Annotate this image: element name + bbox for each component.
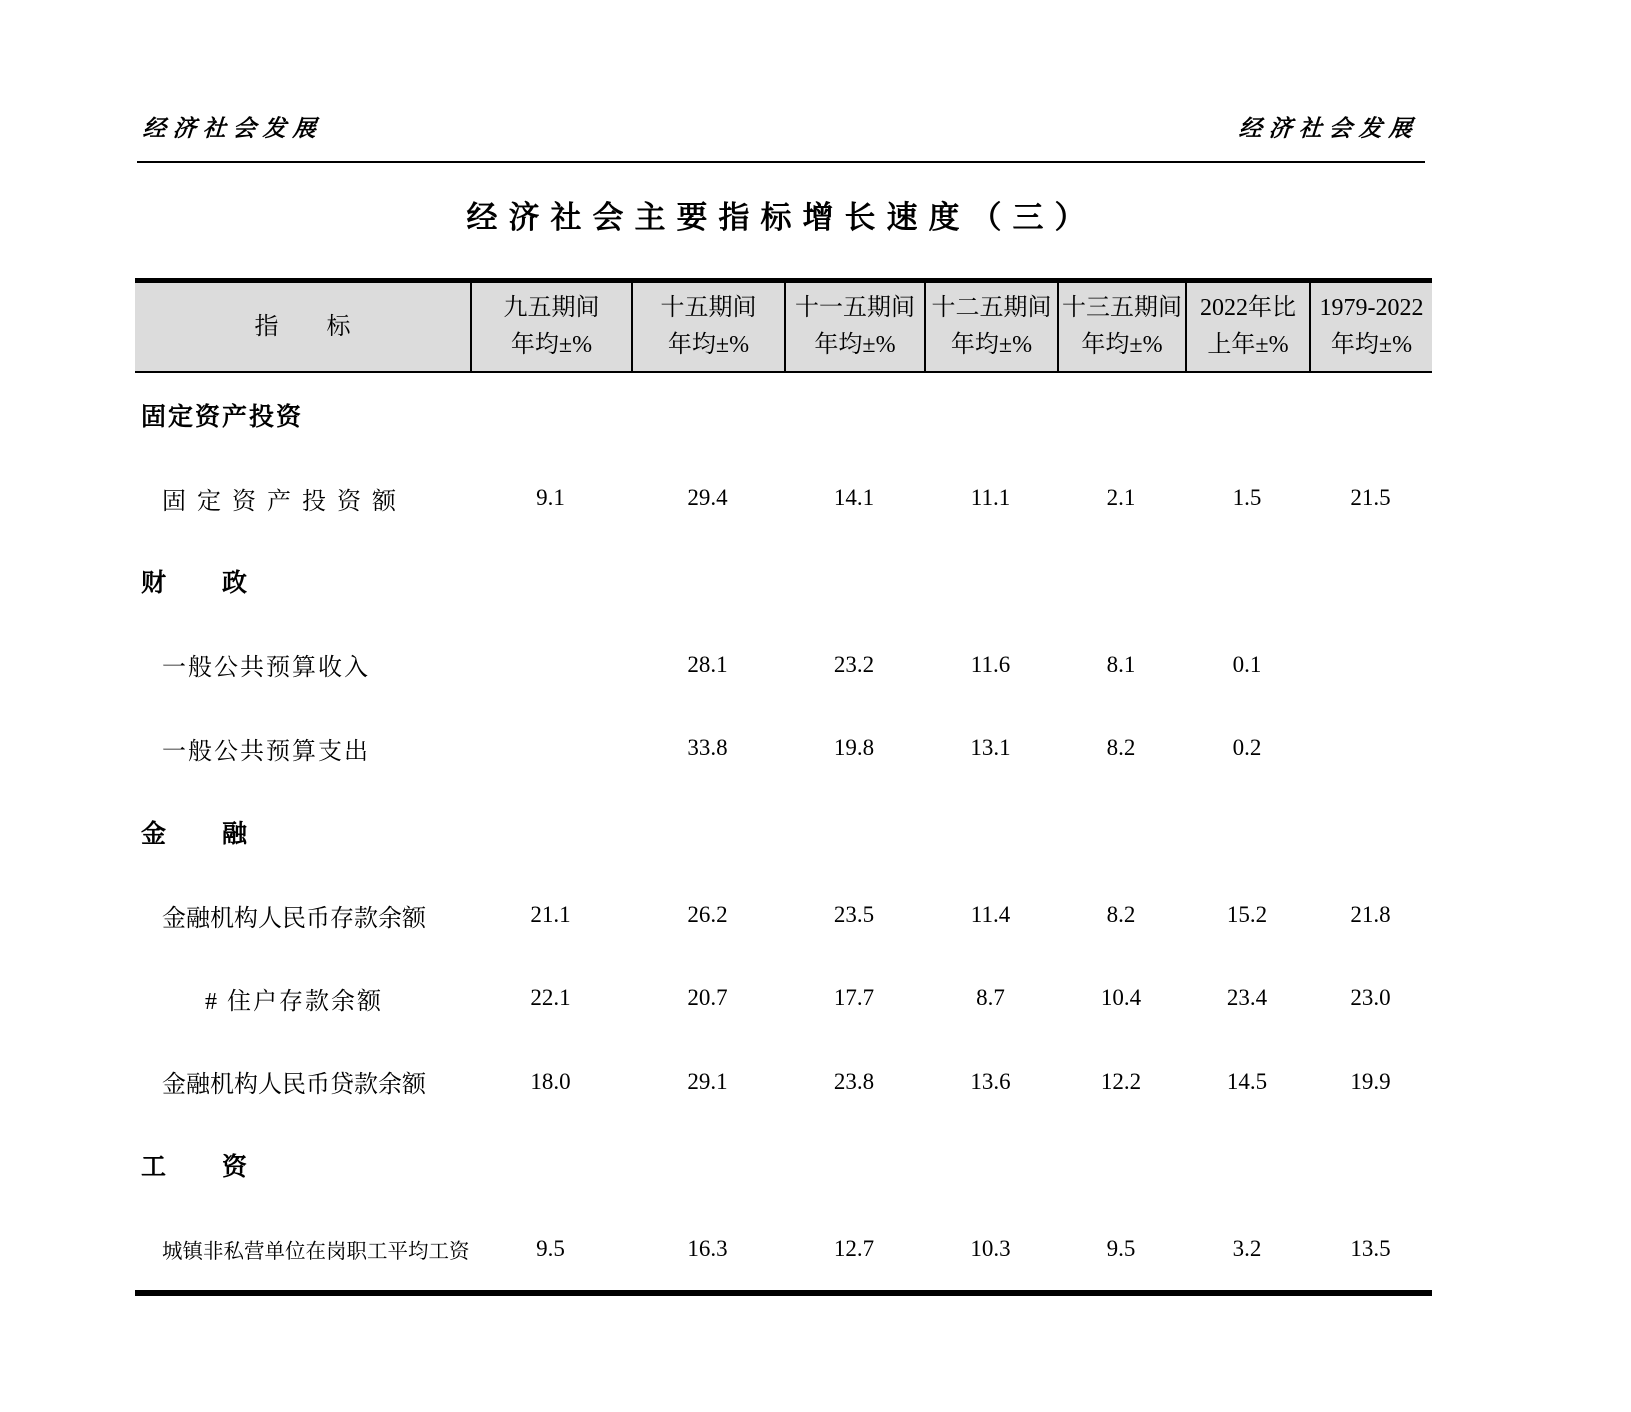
table-header-row (135, 278, 1432, 373)
row-label: 一般公共预算收入 (162, 655, 370, 682)
cell-value: 22.1 (530, 985, 571, 1011)
cell-value: 3.2 (1232, 1235, 1262, 1261)
row-label: 金融机构人民币存款余额 (162, 905, 426, 932)
cell-value: 23.0 (1350, 985, 1391, 1011)
col-header-line2: 上年±% (1207, 332, 1289, 358)
cell-value: 23.2 (833, 651, 875, 677)
cell-value: 23.8 (833, 1068, 875, 1094)
col-header-line1: 十五期间 (660, 295, 757, 321)
cell-value: 8.2 (1106, 735, 1136, 761)
cell-value: 19.9 (1350, 1068, 1391, 1094)
col-header-line2: 年均±% (1330, 332, 1413, 358)
col-header-11th-plan (784, 283, 924, 371)
row-label: 城镇非私营单位在岗职工平均工资 (162, 1240, 470, 1263)
cell-value: 11.4 (970, 902, 1011, 928)
row-label: 固定资产投资额 (162, 488, 407, 515)
cell-value: 11.1 (970, 485, 1011, 511)
cell-value: 13.1 (970, 735, 1011, 761)
col-header-line1: 1979-2022 (1319, 295, 1424, 321)
col-header-line2: 年均±% (814, 332, 896, 358)
cell-value: 26.2 (687, 902, 728, 928)
cell-value: 13.5 (1350, 1235, 1391, 1261)
cell-value: 20.7 (687, 985, 728, 1011)
table-row (135, 790, 1432, 873)
table-row (135, 957, 1432, 1040)
col-header-line2: 年均±% (1081, 332, 1163, 358)
table-row (135, 456, 1432, 539)
col-header-line2: 年均±% (950, 332, 1033, 358)
row-label: 固定资产投资 (141, 402, 304, 431)
cell-value: 8.7 (976, 985, 1005, 1011)
row-label: 工 资 (141, 1153, 250, 1182)
table-row (135, 623, 1432, 706)
table-row (135, 373, 1432, 456)
table-row (135, 1207, 1432, 1290)
cell-value: 28.1 (687, 651, 728, 677)
cell-value: 29.1 (687, 1068, 728, 1094)
col-header-line1: 十一五期间 (795, 295, 915, 321)
col-header-line1: 2022年比 (1200, 295, 1296, 321)
table-body (135, 373, 1432, 1296)
cell-value: 12.7 (833, 1235, 875, 1261)
cell-value: 15.2 (1226, 902, 1268, 928)
cell-value: 23.4 (1226, 985, 1268, 1011)
row-label: # 住户存款余额 (205, 988, 383, 1015)
col-header-line1: 指 标 (254, 313, 351, 340)
stat-table (135, 278, 1432, 1296)
col-header-9th-plan (470, 283, 631, 371)
table-row (135, 1040, 1432, 1123)
col-header-indicator (135, 283, 470, 371)
col-header-10th-plan (631, 283, 784, 371)
cell-value: 33.8 (687, 735, 728, 761)
row-label: 一般公共预算支出 (162, 738, 370, 765)
header-rule (137, 161, 1425, 163)
cell-value: 2.1 (1106, 485, 1136, 511)
row-label: 财 政 (141, 569, 250, 598)
col-header-line1: 十三五期间 (1062, 295, 1182, 321)
cell-value: 13.6 (970, 1068, 1011, 1094)
cell-value: 10.4 (1100, 985, 1142, 1011)
cell-value: 8.1 (1106, 651, 1136, 677)
cell-value: 9.1 (536, 485, 565, 511)
col-header-2022-vs-prev (1185, 283, 1309, 371)
page-header-left: 经济社会发展 (141, 116, 324, 141)
cell-value: 21.1 (530, 902, 571, 928)
col-header-12th-plan (924, 283, 1057, 371)
cell-value: 10.3 (970, 1235, 1011, 1261)
cell-value: 1.5 (1232, 485, 1262, 511)
cell-value: 11.6 (970, 651, 1011, 677)
table-row (135, 873, 1432, 956)
cell-value: 9.5 (1106, 1235, 1136, 1261)
col-header-line1: 九五期间 (503, 295, 600, 321)
cell-value: 18.0 (530, 1068, 571, 1094)
col-header-1979-2022 (1309, 283, 1432, 371)
cell-value: 23.5 (833, 902, 875, 928)
cell-value: 9.5 (536, 1235, 565, 1261)
table-row (135, 540, 1432, 623)
row-label: 金 融 (141, 819, 250, 848)
cell-value: 16.3 (687, 1235, 728, 1261)
cell-value: 14.1 (833, 485, 875, 511)
cell-value: 0.1 (1232, 651, 1262, 677)
cell-value: 21.5 (1350, 485, 1391, 511)
cell-value: 14.5 (1226, 1068, 1268, 1094)
cell-value: 19.8 (833, 735, 875, 761)
cell-value: 29.4 (687, 485, 728, 511)
col-header-line1: 十二五期间 (931, 295, 1052, 321)
page-header-right: 经济社会发展 (1237, 116, 1420, 141)
cell-value: 8.2 (1106, 902, 1136, 928)
col-header-line2: 年均±% (510, 332, 593, 358)
table-row (135, 1124, 1432, 1207)
cell-value: 21.8 (1350, 902, 1391, 928)
cell-value: 0.2 (1232, 735, 1262, 761)
cell-value: 12.2 (1100, 1068, 1142, 1094)
col-header-13th-plan (1057, 283, 1185, 371)
page-title: 经济社会主要指标增长速度（三） (466, 200, 1097, 235)
cell-value: 17.7 (833, 985, 875, 1011)
col-header-line2: 年均±% (667, 332, 750, 358)
row-label: 金融机构人民币贷款余额 (162, 1072, 426, 1099)
table-row (135, 707, 1432, 790)
